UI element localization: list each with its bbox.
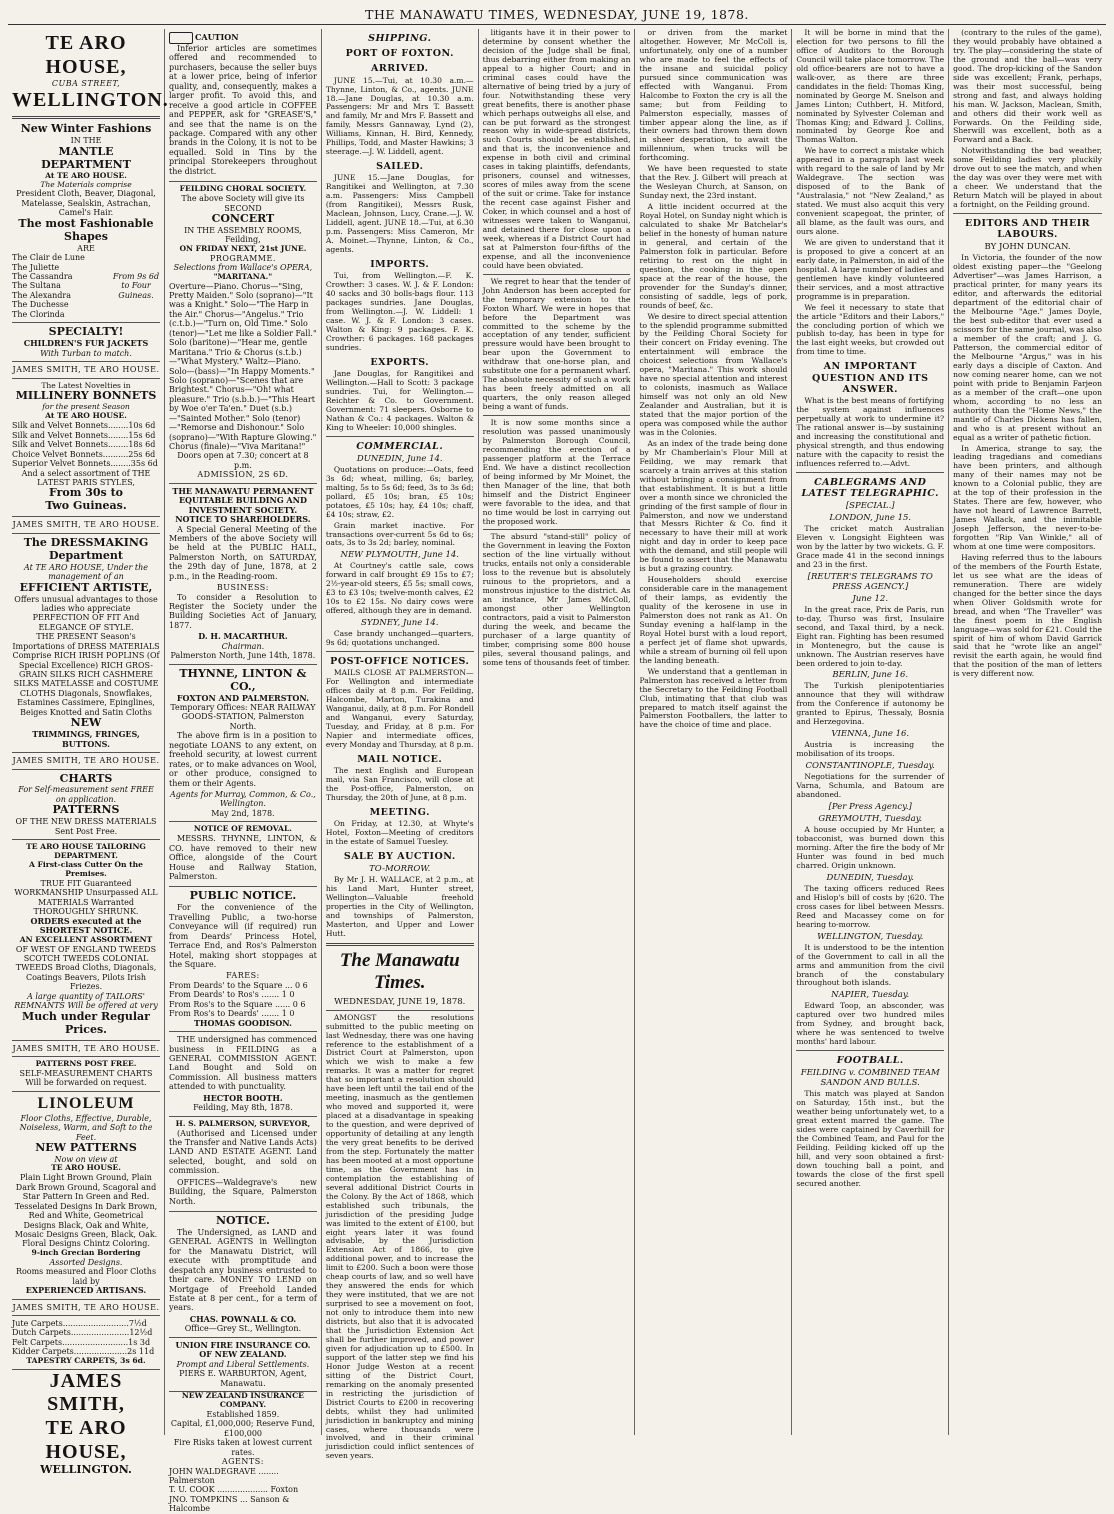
tailoring-ad: TE ARO HOUSE TAILORING DEPARTMENT. A First-class Cutter On the Premises. TRUE FIT Guaranteed WORKMANSHIP Unsurpassed ALL MATERIALS Warranted THOROUGHLY SHRUNK. ORDERS executed at the SHORTEST NOTICE. AN EXCELLENT ASSORTMENT OF WEST OF ENGLAND TWEEDS SCOTCH TWEEDS COLONIAL TWEEDS Broad Cloths, Diagonals, Coatings Beavers, Pilots Irish Friezes. A large quantity of TAILORS' REMNANTS Will be offered at very Much under Regular Prices. [12,840,160,1040]
column-3-shipping: SHIPPING. PORT OF FOXTON. ARRIVED. JUNE 15.—Tui, at 10.30 a.m.—Thynne, Linton, & Co., agents. JUNE 18.—Jane Douglas, at 10.30 a.m. Passengers: Mr and Mrs T. Bassett and family, Mr and Mrs F. Bassett and family, Messrs Gannaway, Lynd (2), Williams, Kinnan, H. Bird, Kennedy, Phillips, Todd, and Master Hawkins; 3 steerage.—J. W. Liddell, agent. SAILED. JUNE 15.—Jane Douglas, for Rangitikei and Wellington, at 7.30 a.m. Passengers: Miss Campbell (from Rangitikei), Messrs Rusk, Maclean, Johnson, Lucy, Crane.—J. W. Liddell, agent. JUNE 18.—Tui, at 6.30 p.m. Passengers: Miss Cameron, Mr A. Moinet.—Thynne, Linton, & Co., agents. IMPORTS. Tui, from Wellington.—F. K. Crowther: 3 cases. W. J. & F. London: 40 sacks and 30 bolls-bags flour. 113 packages sundries. Jane Douglas, from Wellington.—J. W. Liddell: 1 case. W. J. & F. London: 3 cases. Walton & King: 9 packages. F. K. Crowther: 6 packages. 168 packages sundries. EXPORTS. Jane Douglas, for Rangitikei and Wellington.—Hall to Scott: 3 package sundries. Tui, for Wellington.—Reichter & Co. to Government. Government: 71 sleepers. Osborne to Nathan & Co.: 4 packages. Walton & King to Wheeler: 10,000 shingles. COMMERCIAL. DUNEDIN, June 14. Quotations on produce:—Oats, feed 3s 6d; wheat, milling, 6s; barley, malting, 5s to 5s 6d; feed, 3s to 3s 6d; pollard, £5 10s; bran, £5 10s; potatoes, £5 10s; hay, £4 10s; chaff, £4 10s; straw, £2. Grain market inactive. For transactions over-current 5s 6d to 6s; oats, 3s to 3s 2d; barley, nominal. NEW PLYMOUTH, June 14. At Courtney's cattle sale, cows forward in calf brought £9 15s to £7; 2½-year-old steers, £5 5s; small cows, £3 to £3 10s; twelve-month calves, £2 10s to £2 15s. No dairy cows were offered, although they are in demand. SYDNEY, June 14. Case brandy unchanged—quarters, 9s 6d; quotations unchanged. POST-OFFICE NOTICES. MAILS CLOSE AT PALMERSTON— For Wellington and intermediate offices daily at 8 p.m. For Feilding, Halcombe, Marton, Turakina and Wanganui, daily, at 8 p.m. For Rondell and Wanganui, every Saturday, Tuesday, and Friday, at 8 p.m. For Napier and intermediate offices, every Monday and Thursday, at 8 p.m. MAIL NOTICE. The next English and European mail, via San Francisco, will close at the Post-office, Palmerston, on Thursday, the 20th of June, at 8 p.m. MEETING. On Friday, at 12.30, at Whyte's Hotel, Foxton—Meeting of creditors in the estate of Samuel Tuesley. SALE BY AUCTION. TO-MORROW. By Mr J. H. WALLACE, at 2 p.m., at his Land Mart, Hunter street, Wellington—Valuable freehold properties in the City of Wellington, and townships of Palmerston, Masterton, and Upper and Lower Hutt. The Manawatu Times. WEDNESDAY, JUNE 19, 1878. AMONGST the resolutions submitted to the public meeting on last Wednesday, there was one having reference to the establishment of a District Court at Palmerston, upon which we wish to make a few remarks. It was a matter for regret that so important a resolution should have been left until the tail end of the meeting, inasmuch as the gentlemen who moved and supported it, were placed at a disadvantage in speaking to the question, and were deprived of opportunity of detailing at any length the very great benefits to be derived from the step. Fortunately the matter has been mooted at a most opportune time, as the Government has in contemplation the establishing of several additional District Courts in the Colony. By the Act of 1868, which established such tribunals, the jurisdiction of the presiding Judge was limited to the extent of £100, but eight years later it was found advisable, by the Jurisdiction Extension Act of 1866, to give additional power, and to increase the limit to £200. Such a boon were those cheap courts of law, and so well have they answered the ends for which they were instituted, that we are not surprised to see a movement on foot, not only to introduce them into new districts, but also that it is advocated that the Jurisdiction Extension Act shall be further improved, and power given for adjudication up to £500. In support of the latter step we find his Honor Judge Weston at a recent sitting of the District Court, remarking on the anomaly presented in restricting the jurisdiction of District Courts to £200 in recovering debts, whilst they had unlimited jurisdiction in bankruptcy and mining cases, where thousands were involved, and in their criminal jurisdiction could inflict sentences of seven years. [322,29,479,1435]
final-ad: JAMES SMITH, TE ARO HOUSE, WELLINGTON. [40,1369,132,1477]
choral-ad: FEILDING CHORAL SOCIETY. The above Society will give its SECOND CONCERT IN THE ASSEMBLY ROOMS, Feilding, ON FRIDAY NEXT, 21st JUNE. PROGRAMME. Selections from Wallace's OPERA, "MARITANA." Overture—Piano. Chorus—"Sing, Pretty Maiden." Solo (soprano)—"It was a Knight." Solo—"The Harp in the Air." Chorus—"Angelus." Trio (c.t.b.)—"Turn on, Old Time." Solo (tenor)—"Let me like a Soldier Fall." Solo (baritone)—"Hear me, gentle Maritana." Trio & Chorus (s.t.b.)—"What Mystery." Waltz—Piano. Solo—(bass)—"In Happy Moments." Solo (soprano)—"Scenes that are Brightest." Chorus—"Oh! what pleasure." Trio (s.b.b.)—"This Heart by Woe o'er Ta'en." Duet (s.b.)—"Sainted Mother." Solo (tenor)—"Remorse and Dishonour." Solo (soprano)—"With Rapture Glowing." Chorus (finale)—"Viva Maritana!" Doors open at 7.30; concert at 8 p.m. ADMISSION, 2S 6D. [169,182,317,484]
winter-fashions: New Winter Fashions [20,122,152,136]
public-notice-ad: PUBLIC NOTICE. For the convenience of the Travelling Public, a two-horse Conveyance will (if required) run from Deards' Princess Hotel, Terrace End, and Ros's Palmerston Hotel, making short stoppages at the Square. FARES: From Deards' to the Square ... 0 6 From Deards' to Ros's ....... 1 0 From Ros's to the Square ...... 0 6 From Ros's to Deards' ....... 1 0 THOMAS GOODISON. [169,887,317,1032]
carpets-ad: Jute Carpets..........................7½d Dutch Carpets.......................12½d Felt Carpets..........................1s 3d Kidder Carpets.....................2s 11d TAPESTRY CARPETS, 3s 6d. [12,1316,160,1370]
store-title: TE ARO HOUSE, [45,32,127,78]
column-5-news: or driven from the market altogether. However, Mr McColl is, unfortunately, only one of a number who are made to feel the effects of the insane and suicidal policy pursued since communication was effected with Wanganui. From Halcombe to Foxton the cry is all the same; but from Feilding to Palmerston especially, masses of timber appear along the line, as if their owners had thrown them down in sheer desperation, to await the millennium, when trucks will be forthcoming. We have been requested to state that the Rev. J. Gilbert will preach at the Wesleyan Church, at Sanson, on Sunday next, the 23rd instant. A little incident occurred at the Royal Hotel, on Sunday night which is calculated to shake Mr Batchelar's belief in the honesty of human nature in general, and certain of the Palmerston folk in particular. Before retiring to rest on the night in question, the cooking in the open space at the rear of the house, the provender for the Sunday's dinner, consisting of saddle, legs of pork, rounds of beef, &c. We desire to direct special attention to the splendid programme submitted by the Feilding Choral Society for their concert on Friday evening. The entertainment will embrace the choicest selections from Wallace's opera, "Maritana." This work should have no special attention and interest to colonists, inasmuch as Wallace himself was not only an old New Zealander and Australian, but it is stated that the major portion of the opera was composed while the author was in the Colonies. As an index of the trade being done by Mr Chamberlain's Flour Mill at Feilding, we may remark that scarcely a train arrives at this station without bringing a consignment from that establishment. It is but a little over a month since we chronicled the grinding of the first sample of flour in Palmerston, and now we understand that Messrs Richter & Co. find it necessary to have their mill at work night and day in order to keep pace with the demand, and still people will be found to assert that the Manawatu is but a grazing country. Householders should exercise considerable care in the management of their lamps, as evidently the quality of the kerosene in use in Palmerston does not rank as A1. On Sunday evening a half-lamp in the Royal Hotel burst with a loud report, a perfect jet of flame shot upwards, while a stream of burning oil fell upon the landing beneath. We understand that a gentleman in Palmerston has received a letter from the Secretary to the Feilding Football Club, intimating that that club was prepared to match itself against the Palmerston Footballers, the latter to have the choice of time and place. [635,29,792,1435]
fashionable-shapes: The most Fashionable Shapes [18,216,154,243]
column-2-notices [165,29,322,1514]
commission-ad: THE undersigned has commenced business in FEILDING as a GENERAL COMMISSION AGENT. Land Bought and Sold on Commission. All business matters attended to with punctuality. HECTOR BOOTH. Feilding, May 8th, 1878. [169,1032,317,1117]
thynne-ad: THYNNE, LINTON & CO., FOXTON AND PALMERSTON. Temporary Offices: NEAR RAILWAY GOODS-STATION, Palmerston North. The above firm is in a position to negotiate LOANS to any extent, on freehold security, at lowest current rates, or to make advances on Wool, or other produce, consigned to them or their Agents. Agents for Murray, Common, & Co., Wellington. May 2nd, 1878. [169,665,317,823]
editorial-article: AMONGST the resolutions submitted to the public meeting on last Wednesday, there was one having reference to the establishment of a District Court at Palmerston, upon which we wish to make a few remarks. It was a matter for regret that so important a resolution should have been left until the tail end of the meeting, inasmuch as the gentlemen who moved and supported it, were placed at a disadvantage in speaking to the question, and were deprived of opportunity of detailing at any length the very great benefits to be derived from the step. Fortunately the matter has been mooted at a most opportune time, as the Government has in contemplation the establishing of several additional District Courts in the Colony. By the Act of 1868, which established such tribunals, the jurisdiction of the presiding Judge was limited to the extent of £100, but eight years later it was found advisable, by the Jurisdiction Extension Act of 1866, to give additional power, and to increase the limit to £200. Such a boon were those cheap courts of law, and so well have they answered the ends for which they were instituted, that we are not surprised to see a movement on foot, not only to introduce them into new districts, but also that it is advocated that the Jurisdiction Extension Act shall be further improved, and power given for adjudication up to £500. In support of the latter step we find his Honor Judge Weston at a recent sitting of the District Court, remarking on the anomaly presented in restricting the jurisdiction of District Courts to £200 in recovering debts, whilst they had unlimited jurisdiction in bankruptcy and mining cases, where thousands were involved, and in their criminal jurisdiction could inflict sentences of seven years. [325,1012,474,1461]
caution-ad: CAUTION Inferior articles are sometimes offered and recommended to purchasers, because the seller buys at a lower price, being of inferior quality, and, consequently, makes a larger profit. To avoid this, and receive a good article in COFFEE and PEPPER, ask for "GREASE'S," and see that the name is on the package. Compared with any other brands in the Colony, it is not to be equalled. Sold in Tins by the principal Storekeepers throughout the district. [169,29,317,182]
store-street: CUBA STREET, [51,79,121,89]
millinery-ad: The Latest Novelties in MILLINERY BONNETS for the present Season At TE ARO HOUSE. Silk and Velvet Bonnets........10s 6d Silk and Velvet Bonnets........15s 6d Silk and Velvet Bonnets........18s 6d Choice Velvet Bonnets..........25s 6d Superior Velvet Bonnets........35s 6d And a select assortment of THE LATEST PARIS STYLES, From 30s to Two Guineas. [12,379,160,518]
columns [8,28,1106,1514]
building-society-ad: THE MANAWATU PERMANENT EQUITABLE BUILDING AND INVESTMENT SOCIETY. NOTICE TO SHAREHOLDERS. A Special General Meeting of the Members of the above Society will be held at the PUBLIC HALL, Palmerston North, on SATURDAY, the 29th day of June, 1878, at 2 p.m., in the Reading-room. BUSINESS: To consider a Resolution to Register the Society under the Building Societies Act of January, 1877. D. H. MACARTHUR. Chairman. Palmerston North, June 14th, 1878. [169,484,317,665]
masthead: THE MANAWATU TIMES, WEDNESDAY, JUNE 19, 1878. [8,6,1106,25]
shape-list: The Clair de Lune The Juliette The Cassandra The Sultana The Alexandra The Duchesse The Clorinda [12,253,85,319]
dressmaking-ad: The DRESSMAKING Department At TE ARO HOUSE, Under the management of an EFFICIENT ARTISTE, Offers unusual advantages to those ladies who appreciate PERFECTION OF FIT And ELEGANCE OF STYLE. THE PRESENT Season's Importations of DRESS MATERIALS Comprise RICH IRISH POPLINS (Of Special Excellence) RICH GROS-GRAIN SILKS RICH CASHMERE SILKS MATELASSE and COSTUME CLOTHS Diagonals, Snowflakes, Estamines Cassimere, Epinglines, Beiges Knotted and Satin Cloths NEW TRIMMINGS, FRINGES, BUTTONS. [12,534,160,753]
linoleum-ad: LINOLEUM Floor Cloths, Effective, Durable, Noiseless, Warm, and Soft to the Feet. NEW PATTERNS Now on view at TE ARO HOUSE. Plain Light Brown Ground, Plain Dark Brown Ground, Scagoral and Star Pattern In Green and Red. Tesselated Designs In Dark Brown, Red and White, Geometrical Designs Black, Oak and White, Mosaic Designs Green, Black, Oak. Floral Designs Chintz Coloring. 9-inch Grecian Bordering Assorted Designs. Rooms measured and Floor Cloths laid by EXPERIENCED ARTISANS. [12,1092,160,1300]
hand-pointer-icon [169,32,193,44]
cablegrams-heading: CABLEGRAMS AND LATEST TELEGRAPHIC. [801,476,939,499]
te-aro-ad: TE ARO HOUSE, CUBA STREET, WELLINGTON. New Winter Fashions IN THE MANTLE DEPARTMENT At TE ARO HOUSE. The Materials comprise President Cloth, Beaver, Diagonal, Matelasse, Sealskin, Astrachan, Camel's Hair. The most Fashionable Shapes ARE The Clair de Lune The Juliette The Cassandra The Sultana The Alexandra The Duchesse The Clorinda From 9s 6d to Four Guineas. [12,29,160,323]
agents-notice-ad: NOTICE. The Undersigned, as LAND and GENERAL AGENTS in Wellington for the Manawatu District, will execute with promptitude and despatch any business entrusted to their care. MONEY TO LEND on Mortgage of Freehold Landed Estate at 8 per cent., for a term of years. CHAS. POWNALL & CO. Office—Grey St., Wellington. [169,1212,317,1338]
surveyor-ad: H. S. PALMERSON, SURVEYOR, (Authorised and Licensed under the Transfer and Native Lands Acts) LAND AND ESTATE AGENT. Land selected, bought, and sold on commission. OFFICES—Waldegrave's new Building, the Square, Palmerston North. [169,1117,317,1212]
removal-ad: NOTICE OF REMOVAL. MESSRS. THYNNE, LINTON, & CO. have removed to their new Office, alongside of the Court House and Railway Station, Palmerston. [169,822,317,887]
editors-heading: EDITORS AND THEIR LABOURS. [965,218,1091,241]
specialty-ad: SPECIALTY! CHILDREN'S FUR JACKETS With Turban to match. [12,323,160,362]
shape-price: From 9s 6d to Four Guineas. [112,272,160,300]
column-1-ads: TE ARO HOUSE, CUBA STREET, WELLINGTON. New Winter Fashions IN THE MANTLE DEPARTMENT At TE ARO HOUSE. The Materials comprise President Cloth, Beaver, Diagonal, Matelasse, Sealskin, Astrachan, Camel's Hair. The most Fashionable Shapes ARE The Clair de Lune The Juliette The Cassandra The Sultana The Alexandra The Duchesse The Clorinda From 9s 6d to Four Guineas. SPECIALTY! CHILDREN'S FUR JACKETS With Turban to match. JAMES SMITH, TE ARO HOUSE. The Latest Novelties in MILLINERY BONNETS for the present Season At TE ARO HOUSE. Silk and Velvet Bonnets........10s 6d Silk and Velvet Bonnets........15s 6d Silk and Velvet Bonnets........18s 6d Choice Velvet Bonnets..........25s 6d Superior Velvet Bonnets........35s 6d And a select assortment of THE LATEST PARIS STYLES, From 30s to Two Guineas. JAMES SMITH, TE ARO HOUSE. The DRESSMAKING Department At TE ARO HOUSE, Under the management of an EFFICIENT ARTISTE, Offers unusual advantages to those ladies who appreciate PERFECTION OF FIT And ELEGANCE OF STYLE. THE PRESENT Season's Importations of DRESS MATERIALS Comprise RICH IRISH POPLINS (Of Special Excellence) RICH GROS-GRAIN SILKS RICH CASHMERE SILKS MATELASSE and COSTUME CLOTHS Diagonals, Snowflakes, Estamines Cassimere, Epinglines, Beiges Knotted and Satin Cloths NEW TRIMMINGS, FRINGES, BUTTONS. JAMES SMITH, TE ARO HOUSE. CHARTS For Self-measurement sent FREE on application. PATTERNS OF THE NEW DRESS MATERIALS Sent Post Free. TE ARO HOUSE TAILORING DEPARTMENT. A First-class Cutter On the Premises. TRUE FIT Guaranteed WORKMANSHIP Unsurpassed ALL MATERIALS Warranted THOROUGHLY SHRUNK. ORDERS executed at the SHORTEST NOTICE. AN EXCELLENT ASSORTMENT OF WEST OF ENGLAND TWEEDS SCOTCH TWEEDS COLONIAL TWEEDS Broad Cloths, Diagonals, Coatings Beavers, Pilots Irish Friezes. A large quantity of TAILORS' REMNANTS Will be offered at very Much under Regular Prices. JAMES SMITH, TE ARO HOUSE. PATTERNS POST FREE. SELF-MEASUREMENT CHARTS Will be forwarded on request. LINOLEUM Floor Cloths, Effective, Durable, Noiseless, Warm, and Soft to the Feet. NEW PATTERNS Now on view at TE ARO HOUSE. Plain Light Brown Ground, Plain Dark Brown Ground, Scagoral and Star Pattern In Green and Red. Tesselated Designs In Dark Brown, Red and White, Geometrical Designs Black, Oak and White, Mosaic Designs Green, Black, Oak. Floral Designs Chintz Coloring. 9-inch Grecian Bordering Assorted Designs. Rooms measured and Floor Cloths laid by EXPERIENCED ARTISANS. JAMES SMITH, TE ARO HOUSE. Jute Carpets..........................7½d Dutch Carpets.......................12½d Felt Carpets..........................1s 3d Kidder Carpets.....................2s 11d TAPESTRY CARPETS, 3s 6d. JAMES SMITH, TE ARO HOUSE, WELLINGTON. [8,29,165,1435]
column-6-news: It will be borne in mind that the election for two persons to fill the office of Auditors to the Borough Council will take place tomorrow. The old office-bearers are not to have a walk-over, as there are three candidates in the field: Thomas King, nominated by George M. Snelson and James Linton; Cuthbert, H. Mitford, nominated by Sylvester Coleman and Thomas King; and Edward J. Collins, nominated by George Roe and Thomas Walton. We have to correct a mistake which appeared in a paragraph last week with regard to the sale of land by Mr Waldegrave. The section was disposed of to the Bank of "Australasia," not "New Zealand," as stated. We must also acquit this very convenient scapegoat, the printer, of all blame, as the fault was ours, and ours alone. We are given to understand that it is proposed to give a concert at an early date, in Palmerston, in aid of the hospital. A large number of ladies and gentlemen have kindly volunteered their services, and a most attractive programme is in preparation. We feel it necessary to state that the article "Editors and their Labors," the concluding portion of which we publish to-day, has been in type for the last eight weeks, but crowded out from time to time. AN IMPORTANT QUESTION AND ITS ANSWER. What is the best means of fortifying the system against influences perpetually at work to undermine it? The rational answer is—by sustaining and increasing the constitutional and physical strength, and thus endowing nature with the capacity to resist the influences referred to.—Advt. CABLEGRAMS AND LATEST TELEGRAPHIC. [SPECIAL.] LONDON, June 15. The cricket match Australian Eleven v. Longsight Eighteen was won by the latter by two wickets. G. F. Grace made 41 in the second innings and 23 in the first. [REUTER'S TELEGRAMS TO PRESS AGENCY.] June 12. In the great race, Prix de Paris, run to-day, Thurso was first, Insulaire second, and Taxal third, by a neck. Eight ran. Fighting has been resumed in Montenegro, but the cause is unknown. The Austrian reserves have been ordered to join to-day. BERLIN, June 16. The Turkish plenipotentiaries announce that they will withdraw from the Conference if autonomy be granted to Epirus, Thessaly, Bosnia and Herzegovina. VIENNA, June 16. Austria is increasing the mobilisation of its troops. CONSTANTINOPLE, Tuesday. Negotiations for the surrender of Varna, Schumla, and Batoum are abandoned. [Per Press Agency.] GREYMOUTH, Tuesday. A house occupied by Mr Hunter, a tobacconist, was burned down this morning. After the fire the body of Mr Hunter was found in bed much charred. Origin unknown. DUNEDIN, Tuesday. The taxing officers reduced Rees and Hislop's bill of costs by ¦620. The cross cases for libel between Messrs. Reed and Macassey come on for hearing to-morrow. WELLINGTON, Tuesday. It is understood to be the intention of the Government to call in all the arms and ammunition from the civil branch of the constabulary throughout both islands. NAPIER, Tuesday. Edward Toop, an absconder, was captured over two hundred miles from Sydney, and brought back, where he was sentenced to twelve months' hard labour. FOOTBALL. FEILDING v. COMBINED TEAM SANDON AND BULLS. This match was played at Sandon on Saturday, 15th inst., but the weather being unfortunately wet, to a great extent marred the game. The sides were captained by Caverhill for the Combined Team, and Paul for the Feilding. Feilding kicked off up the hill, and very soon obtained a first-down touching ball a point, and towards the close of the first spell secured another. [792,29,949,1435]
column-7-news: (contrary to the rules of the game), they would probably have obtained a try. The play—considering the state of the ground and the ball—was very good. The drop-kicking of the Sandon side was excellent; Frank, perhaps, was their most successful, being strong and fast, and always holding his man. W. Jackson, Maclean, Smith, and others did their work well as Forwards. On the Feilding side, Sherwill was excellent, both as a Forward and a Back. Notwithstanding the bad weather, some Feilding ladies very pluckily drove out to see the match, and when the day was over they were met with a cheer. We understand that the Return Match will be played in about a fortnight, on the Feilding ground. EDITORS AND THEIR LABOURS. BY JOHN DUNCAN. In Victoria, the founder of the now oldest existing paper—the "Geelong Advertiser"—was James Harrison, a practical printer, for many years its editor, and afterwards the editorial department of the editorial chair of the Melbourne "Age." James Doyle, the best sub-editor that ever used a scissors for the same journal, was also a member of the craft; and J. G. Patterson, the commercial editor of the Melbourne "Argus," was in his early days a disciple of Caxton. And now coming nearer home, can we not point with pride to Benjamin Farjeon as a member of the craft—one upon whom, according to no less an authority than the "Home News," the mantle of Charles Dickens has fallen, and who is at present without an equal as a writer of pathetic fiction. In America, strange to say, the leading tragedians and comedians have been printers, and although many of their names may not be known to a Colonial public, they are at the top of their profession in the States. There are few, however, who have not heard of Lawrence Barrett, James Wallack, and the inimitable Joseph Jefferson, the never-to-be-forgotten "Rip Van Winkle," all of whom at one time were compositors. Having referred thus to the labours of the members of the Fourth Estate, let us see what are the ideas of remuneration. There are widely changed for the better since the days when Oliver Goldsmith wrote for bread, and when "The Traveller" was the finest poem in the English language—was sold for £21. Could the spirit of him of whom David Garrick said that he "wrote like an angel" revisit the earth again, he would find that the position of the man of letters is very different now. [953,28,1102,679]
union-insurance-ad: UNION FIRE INSURANCE CO. OF NEW ZEALAND. Prompt and Liberal Settlements. PIERS E. WARBURTON, Agent, Manawatu. [169,1338,317,1392]
mantle-department: MANTLE DEPARTMENT [41,144,131,171]
commercial-heading: COMMERCIAL. [356,440,444,452]
column-4-news: litigants have it in their power to determine by consent whether the decision of the Judge shall be final, thus debarring either from making an appeal to a higher Court; and in criminal cases could have the alternative of being tried by a jury of four. Notwithstanding these very great benefits, there is another phase which perhaps outweighs all else, and can be put forward as the strongest reason why in wide-spread districts, such Courts should be established, and that is, the inconvenience and expense in both civil and criminal cases in taking plaintiffs, defendants, prisoners, counsel and witnesses, scores of miles away from the scene of the suit or crime. Take for instance the recent case against Fisher and Coker, in which counsel and a host of witnesses were taken to Wanganui, and detained there for close upon a week, whereas if a District Court had sat at Palmerston four-fifths of the expense, and all the inconvenience could have been obviated. We regret to hear that the tender of John Anderson has been accepted for the temporary extension to the Foxton Wharf. We were in hopes that before the Department was committed to the scheme by the acceptation of any tender, sufficient pressure would have been brought to bear upon the Government to withdraw that one-horse plan, and substitute one for a permanent wharf. The absolute necessity of such a work has been freely admitted on all quarters, the only reason alleged being a want of funds. It is now some months since a resolution was passed unanimously by Palmerston Borough Council, recommending the erection of a passenger platform at the Terrace End. We have a distinct recollection of being informed by Mr Moinet, the then Manager of the line, that both himself and the District Engineer were favorable to the idea, and that no time would be lost in carrying out the proposed work. The absurd "stand-still" policy of the Government in leaving the Foxton section of the line virtually without trucks, entails not only a considerable loss to the revenue but is absolutely ruinous to the proprietors, and a monstrous injustice to the district. As an instance, Mr James McColl, amongst other Wellington contractors, paid a visit to Palmerston during the week, and became the purchaser of a large quantity of timber, comprising some 800 house piles, several thousand palings, and some tens of thousands feet of timber. [479,29,636,1435]
nz-insurance-ad: NEW ZEALAND INSURANCE COMPANY. Established 1859. Capital, £1,000,000; Reserve Fund, £100,000 Fire Risks taken at lowest current rates. AGENTS: JOHN WALDEGRAVE ........ Palmerston T. U. COOK .................... Foxton JNO. TOMPKINS ... Sanson & Halcombe [169,1390,315,1514]
store-city: WELLINGTON. [12,88,169,111]
paper-date: WEDNESDAY, JUNE 19, 1878. [334,996,466,1007]
charts-ad: CHARTS For Self-measurement sent FREE on application. PATTERNS OF THE NEW DRESS MATERIALS Sent Post Free. [12,770,160,841]
paper-title: The Manawatu Times. [339,949,460,994]
football-heading: FOOTBALL. [836,1055,904,1067]
shipping-heading: SHIPPING. [368,33,432,44]
